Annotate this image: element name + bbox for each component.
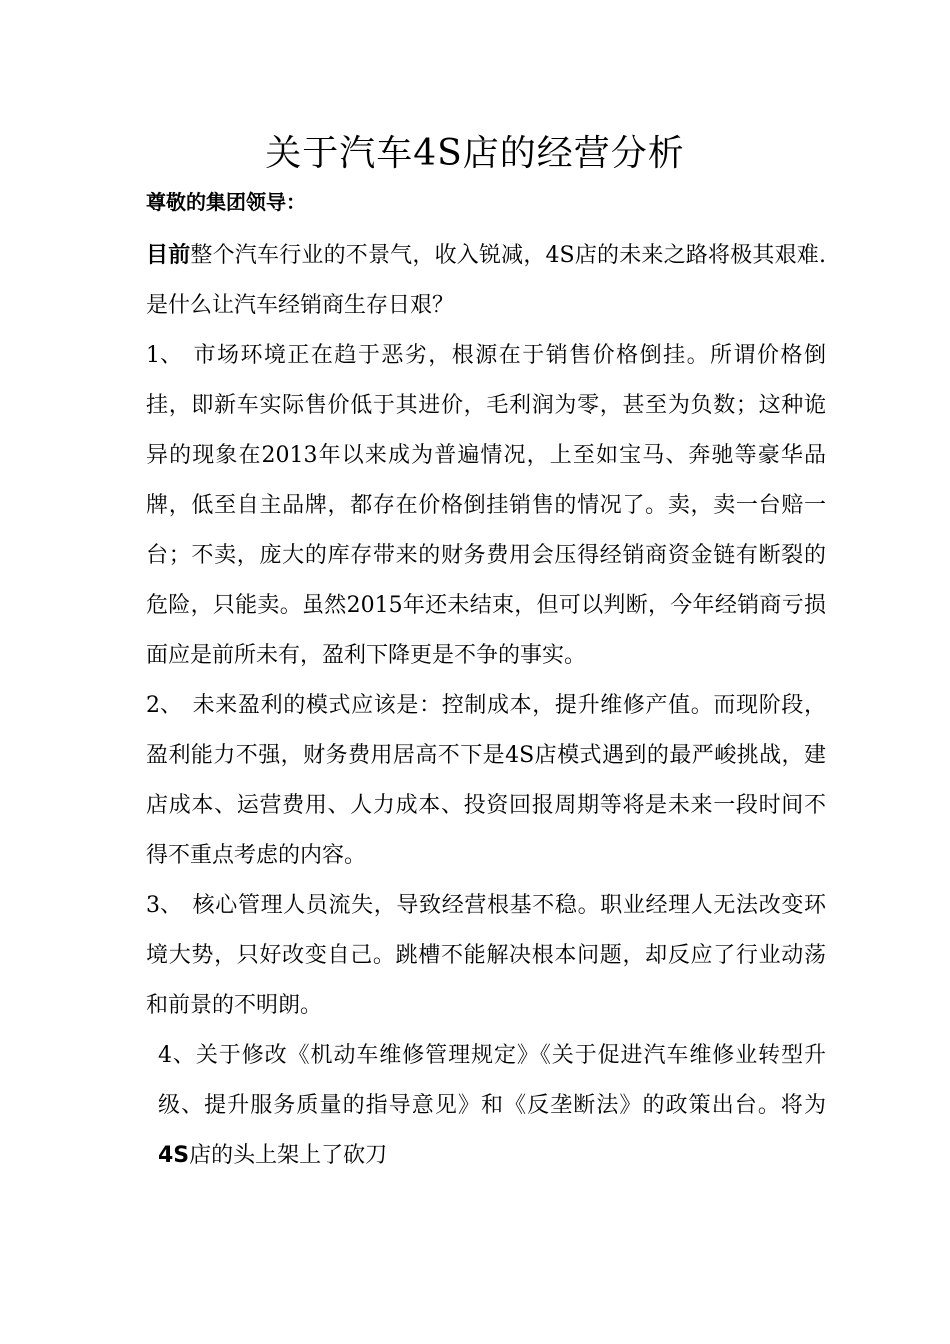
greeting: 尊敬的集团领导： [146,190,306,214]
point-4-prefix: 4、关于修改《机动车维修管理规定》《关于促进汽车维修业转型升级、提升服务质量的指导意见》和《反垄断法》的政策出台。将为 [158,1043,826,1118]
point-1 [146,331,826,681]
point-4 [146,1031,826,1181]
point-number: 2、 [146,693,182,718]
point-2 [146,681,826,881]
point-4-bold: 4S [158,1143,190,1168]
point-text: 未来盈利的模式应该是：控制成本，提升维修产值。而现阶段，盈利能力不强，财务费用居高不下是4S店模式遇到的最严峻挑战，建店成本、运营费用、人力成本、投资回报周期等将是未来一段时间不得不重点考虑的内容。 [146,693,826,868]
intro-paragraph [146,230,826,331]
point-text: 核心管理人员流失，导致经营根基不稳。职业经理人无法改变环境大势，只好改变自己。跳槽不能解决根本问题，却反应了行业动荡和前景的不明朗。 [146,893,826,1018]
point-4-suffix: 店的头上架上了砍刀 [189,1143,388,1168]
document-body [146,180,826,1181]
intro-text: 整个汽车行业的不景气，收入锐减，4S店的未来之路将极其艰难.是什么让汽车经销商生存日艰？ [146,243,826,318]
document-title: 关于汽车4S店的经营分析 [265,133,685,174]
point-3 [146,881,826,1031]
point-number: 3、 [146,893,182,918]
intro-lead: 目前 [146,242,191,268]
point-text: 市场环境正在趋于恶劣，根源在于销售价格倒挂。所谓价格倒挂，即新车实际售价低于其进价，毛利润为零，甚至为负数；这种诡异的现象在2013年以来成为普遍情况，上至如宝马、奔驰等豪华品牌，低至自主品牌，都存在价格倒挂销售的情况了。卖，卖一台赔一台；不卖，庞大的库存带来的财务费用会压得经销商资金链有断裂的危险，只能卖。虽然2015年还未结束，但可以判断，今年经销商亏损面应是前所未有，盈利下降更是不争的事实。 [146,343,826,668]
point-number: 1、 [146,343,182,368]
